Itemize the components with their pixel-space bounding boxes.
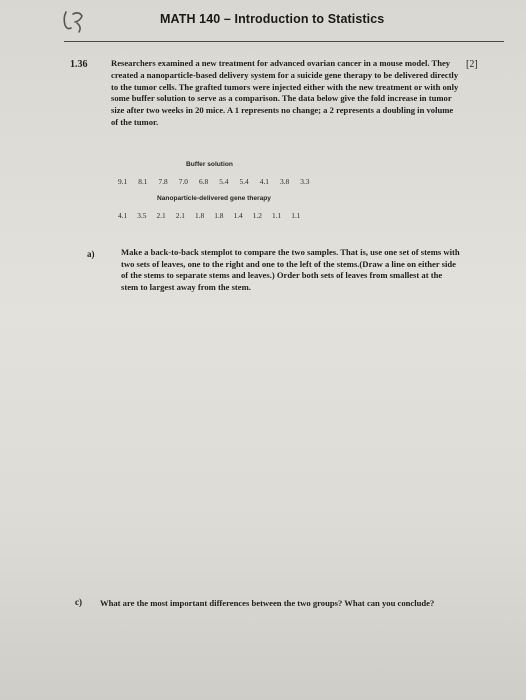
nano-value: 1.1 bbox=[291, 211, 301, 220]
buffer-values-row bbox=[118, 177, 310, 186]
part-a-text: Make a back-to-back stemplot to compare the two samples. That is, use one set of stems with two sets of leaves, one to the right and one to the left of the stems.(Draw a line on either side of the stems to separate stems and leaves.) Order both sets of leaves from smallest at the stem to largest away from the stem. bbox=[121, 247, 460, 292]
nano-value: 1.1 bbox=[272, 211, 282, 220]
nanoparticle-values-row bbox=[118, 211, 301, 220]
buffer-value: 4.1 bbox=[259, 177, 269, 186]
nano-value: 2.1 bbox=[156, 211, 166, 220]
problem-statement: Researchers examined a new treatment for advanced ovarian cancer in a mouse model. They created a nanoparticle-based delivery system for a suicide gene therapy to be delivered directly to the tumor cells. The grafted tumors were injected either with the new treatment or with only some buffer solution to serve as a comparison. The data below give the fold increase in tumor size after two weeks in 20 mice. A 1 represents no change; a 2 represents a doubling in volume of the tumor. bbox=[111, 58, 459, 127]
buffer-value: 9.1 bbox=[118, 177, 128, 186]
header-divider bbox=[64, 41, 504, 42]
buffer-value: 8.1 bbox=[138, 177, 148, 186]
nanoparticle-therapy-label: Nanoparticle-delivered gene therapy bbox=[157, 195, 271, 202]
problem-number: 1.36 bbox=[70, 59, 88, 70]
nano-value: 1.4 bbox=[233, 211, 243, 220]
nano-value: 2.1 bbox=[175, 211, 185, 220]
buffer-value: 7.0 bbox=[178, 177, 188, 186]
part-a-label: a) bbox=[87, 249, 95, 259]
buffer-solution-label: Buffer solution bbox=[186, 161, 233, 168]
problem-points: [2] bbox=[466, 59, 478, 70]
buffer-value: 7.8 bbox=[158, 177, 168, 186]
buffer-value: 3.8 bbox=[280, 177, 290, 186]
nano-value: 1.8 bbox=[214, 211, 224, 220]
buffer-value: 5.4 bbox=[239, 177, 249, 186]
handwritten-corner-mark bbox=[60, 8, 90, 34]
part-c-text: What are the most important differences between the two groups? What can you conclude? bbox=[100, 598, 435, 608]
course-title: MATH 140 – Introduction to Statistics bbox=[160, 12, 385, 26]
buffer-value: 3.3 bbox=[300, 177, 310, 186]
buffer-value: 6.8 bbox=[199, 177, 209, 186]
part-c-label: c) bbox=[75, 597, 82, 607]
nano-value: 4.1 bbox=[118, 211, 128, 220]
nano-value: 1.2 bbox=[252, 211, 262, 220]
nano-value: 3.5 bbox=[137, 211, 147, 220]
nano-value: 1.8 bbox=[195, 211, 205, 220]
buffer-value: 5.4 bbox=[219, 177, 229, 186]
